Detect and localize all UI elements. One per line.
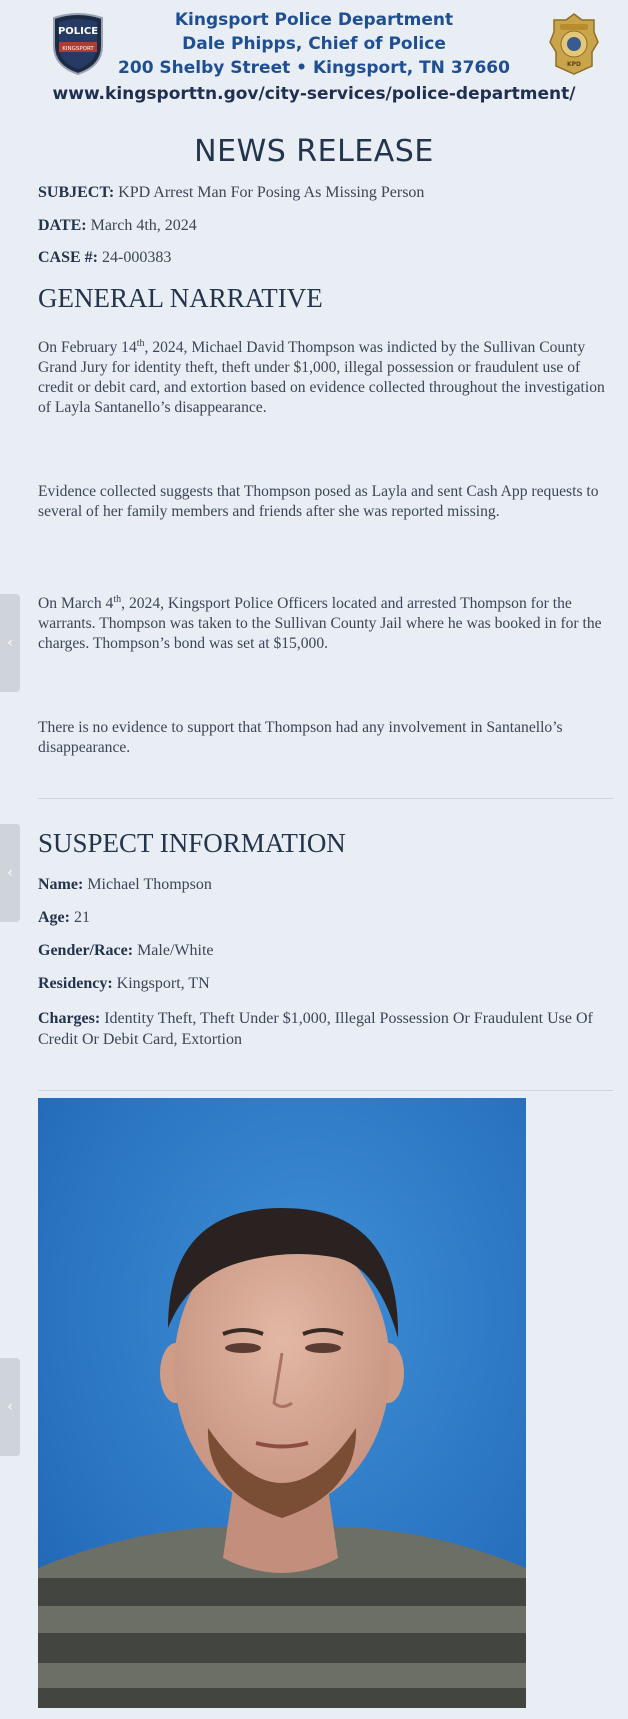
suspect-mugshot — [38, 1098, 526, 1708]
suspect-age-field — [38, 909, 90, 927]
suspect-gender-field — [38, 942, 214, 960]
suspect-name-field — [38, 876, 212, 894]
p1-text-end: , 2024, Michael David Thompson was indicted by the Sullivan County Grand Jury for identity theft, theft under $1,000, illegal possession or fraudulent use of credit or debit card, and extortion based on evidence collected throughout the investigation of Layla Santanello’s disappearance. — [38, 339, 605, 417]
suspect-residency-value: Kingsport, TN — [116, 975, 210, 992]
department-name: Kingsport Police Department — [174, 10, 454, 30]
case-value: 24-000383 — [102, 249, 172, 266]
chief-name: Dale Phipps, Chief of Police — [182, 34, 446, 54]
side-collapse-tab[interactable]: ‹ — [0, 1358, 20, 1456]
police-badge-logo — [548, 12, 600, 76]
date-label: DATE: — [38, 217, 87, 234]
suspect-name-value: Michael Thompson — [87, 876, 212, 893]
subject-field — [38, 184, 424, 202]
suspect-residency-field — [38, 975, 210, 993]
side-collapse-tab[interactable]: ‹ — [0, 824, 20, 922]
department-url[interactable]: www.kingsporttn.gov/city-services/police-department/ — [52, 84, 576, 104]
date-field — [38, 217, 197, 235]
p3-text-start: On March 4 — [38, 595, 114, 613]
p3-text-end: , 2024, Kingsport Police Officers located and arrested Thompson for the warrants. Thompson was taken to the Sullivan County Jail where he was booked in for the charges. Thompson’s bond was set at $15,000. — [38, 595, 602, 653]
suspect-age-label: Age: — [38, 909, 70, 926]
p1-superscript: th — [136, 338, 145, 349]
subject-value: KPD Arrest Man For Posing As Missing Person — [118, 184, 425, 201]
case-field — [38, 249, 171, 267]
news-release-title: NEWS RELEASE — [194, 134, 434, 169]
suspect-gender-label: Gender/Race: — [38, 942, 134, 959]
case-label: CASE #: — [38, 249, 99, 266]
date-value: March 4th, 2024 — [90, 217, 197, 234]
badge-text-kpd: KPD — [566, 61, 582, 68]
subject-label: SUBJECT: — [38, 184, 115, 201]
narrative-paragraph-2: Evidence collected suggests that Thompson posed as Layla and sent Cash App requests to several of her family members and friends after she was reported missing. — [38, 483, 599, 520]
suspect-name-label: Name: — [38, 876, 84, 893]
suspect-age-value: 21 — [73, 909, 90, 926]
badge-text-kingsport: KINGSPORT — [62, 46, 94, 52]
letterhead — [0, 0, 628, 110]
narrative-paragraph-1 — [38, 334, 613, 418]
p1-text-start: On February 14 — [38, 339, 137, 357]
suspect-charges-field — [38, 1008, 613, 1050]
section-divider — [38, 798, 613, 799]
suspect-charges-value: Identity Theft, Theft Under $1,000, Illegal Possession Or Fraudulent Use Of Credit Or Debit Card, Extortion — [38, 1010, 593, 1048]
suspect-residency-label: Residency: — [38, 975, 113, 992]
side-collapse-tab[interactable]: ‹ — [0, 594, 20, 692]
narrative-paragraph-4: There is no evidence to support that Thompson had any involvement in Santanello’s disappearance. — [38, 719, 563, 756]
department-address: 200 Shelby Street • Kingsport, TN 37660 — [118, 58, 510, 78]
badge-text-police: POLICE — [57, 26, 99, 37]
narrative-paragraph-3 — [38, 590, 613, 654]
general-narrative-heading: GENERAL NARRATIVE — [38, 283, 323, 313]
section-divider — [38, 1090, 613, 1091]
suspect-charges-label: Charges: — [38, 1010, 101, 1027]
suspect-information-heading: SUSPECT INFORMATION — [38, 828, 346, 858]
suspect-gender-value: Male/White — [137, 942, 214, 959]
p3-superscript: th — [113, 594, 122, 605]
